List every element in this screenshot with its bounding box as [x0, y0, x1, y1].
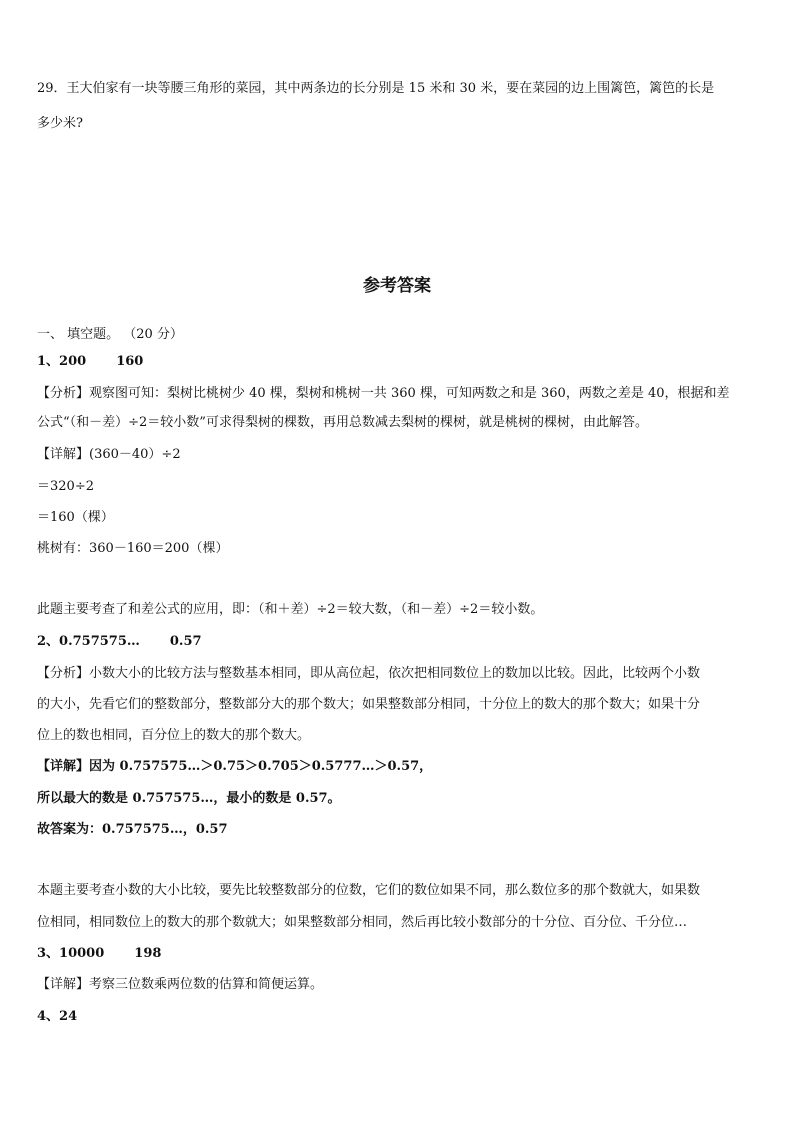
q1-answer-2: 160: [116, 354, 144, 369]
q1-analysis-line-2: 公式“（和－差）÷2＝较小数”可求得梨树的棵数，再用总数减去梨树的棵树，就是桃树的棵树，由此解答。: [37, 415, 648, 430]
q3-answer-1: 3、10000: [37, 946, 105, 961]
q1-detail-line-4: 桃树有：360－160＝200（棵）: [37, 541, 229, 556]
q1-answer: [37, 352, 758, 372]
q1-detail-line-1: 【详解】(360－40）÷2: [37, 447, 181, 462]
q4-answer: 4、24: [37, 1009, 78, 1024]
q1-detail-line-2: ＝320÷2: [37, 479, 94, 494]
q1-detail-line-3: ＝160（棵）: [37, 510, 114, 525]
question-29-line-2: 多少米?: [37, 116, 83, 131]
q1-analysis-line-1: 【分析】观察图可知：梨树比桃树少 40 棵，梨树和桃树一共 360 棵，可知两数之和是 360，两数之差是 40，根据和差: [37, 386, 730, 401]
q3-detail: 【详解】考察三位数乘两位数的估算和简便运算。: [37, 977, 324, 992]
q3-answer-2: 198: [134, 946, 162, 961]
answer-title: 参考答案: [363, 276, 431, 296]
q2-detail-line-1: 【详解】因为 0.757575…＞0.75＞0.705＞0.5777…＞0.57，: [37, 759, 433, 774]
q2-answer: [37, 632, 758, 652]
q2-analysis-line-2: 的大小，先看它们的整数部分，整数部分大的那个数大；如果整数部分相同，十分位上的数大的那个数大；如果十分: [37, 697, 701, 712]
q2-analysis-line-3: 位上的数也相同，百分位上的数大的那个数大。: [37, 728, 311, 743]
q1-summary: 此题主要考查了和差公式的应用，即：（和＋差）÷2＝较大数，（和－差）÷2＝较小数。: [37, 602, 544, 617]
q2-summary-line-1: 本题主要考查小数的大小比较，要先比较整数部分的位数，它们的数位如果不同，那么数位多的那个数就大，如果数: [37, 883, 701, 898]
q2-summary-line-2: 位相同，相同数位上的数大的那个数就大；如果整数部分相同，然后再比较小数部分的十分位、百分位、千分位…: [37, 915, 688, 930]
q1-answer-1: 1、200: [37, 354, 87, 369]
q2-detail-line-2: 所以最大的数是 0.757575…，最小的数是 0.57。: [37, 791, 341, 806]
q2-detail-line-3: 故答案为：0.757575…，0.57: [37, 822, 228, 837]
q2-answer-2: 0.57: [169, 634, 202, 649]
q2-analysis-line-1: 【分析】小数大小的比较方法与整数基本相同，即从高位起，依次把相同数位上的数加以比较。因此，比较两个小数: [37, 666, 701, 681]
question-29-line-1: 29．王大伯家有一块等腰三角形的菜园，其中两条边的长分别是 15 米和 30 米，要在菜园的边上围篱笆，篱笆的长是: [37, 81, 715, 96]
q2-answer-1: 2、0.757575…: [37, 634, 140, 649]
section-1-heading: 一、 填空题。 （20 分）: [37, 327, 183, 342]
q3-answer: [37, 944, 758, 964]
